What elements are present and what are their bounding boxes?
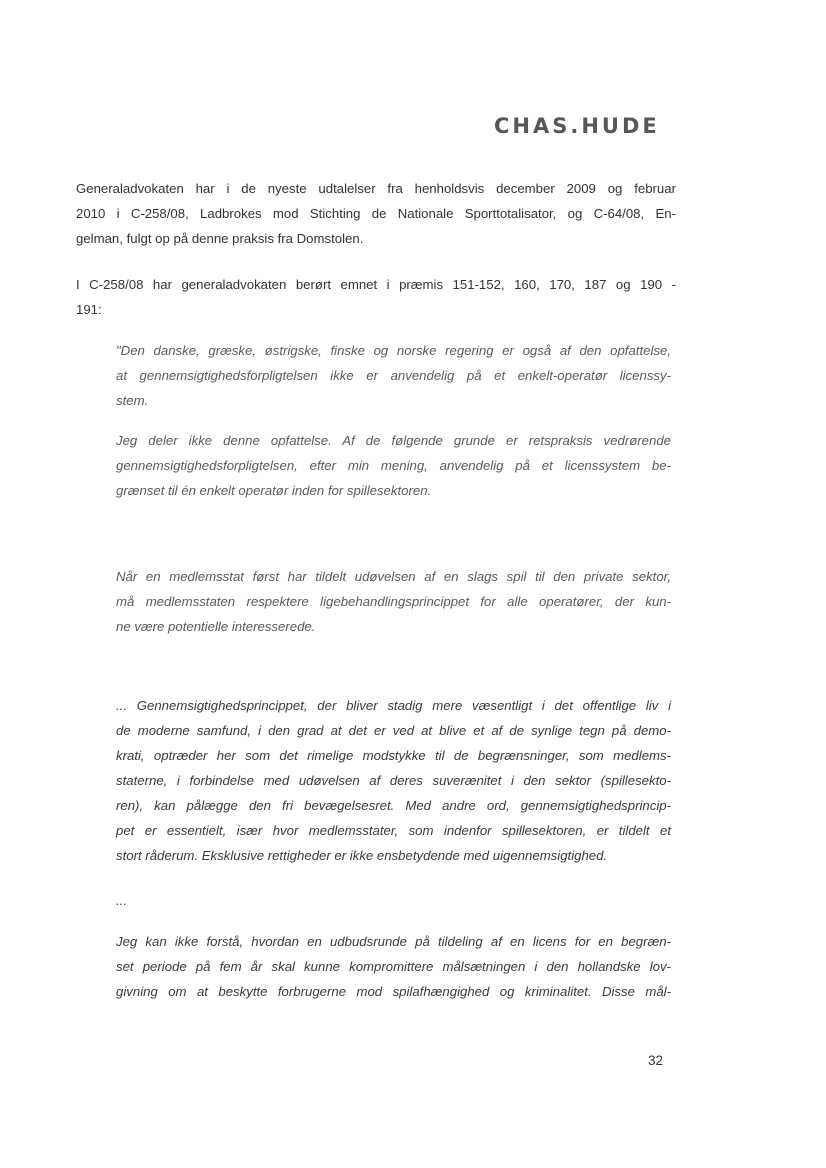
intro-line: gelman, fulgt op på denne praksis fra Domstolen. (76, 231, 364, 246)
quote-line: givning om at beskytte forbrugerne mod spilafhængighed og kriminalitet. Disse mål- (116, 984, 671, 999)
quote-line: krati, optræder her som det rimelige modstykke til de begrænsninger, som medlems- (116, 748, 671, 763)
quote-paragraph-3 (116, 564, 671, 639)
company-logo: CHAS.HUDE (494, 114, 660, 138)
quote-paragraph-4 (116, 693, 671, 868)
reference-line: I C-258/08 har generaladvokaten berørt emnet i præmis 151-152, 160, 170, 187 og 190 - (76, 277, 676, 292)
quote-line: at gennemsigtighedsforpligtelsen ikke er anvendelig på et enkelt-operatør licenssy- (116, 368, 671, 383)
page-number: 32 (648, 1053, 664, 1068)
intro-line: 2010 i C-258/08, Ladbrokes mod Stichting de Nationale Sporttotalisator, og C-64/08, En- (76, 206, 676, 221)
quote-line: gennemsigtighedsforpligtelsen, efter min mening, anvendelig på et licenssystem be- (116, 458, 671, 473)
quote-line: staterne, i forbindelse med udøvelsen af deres suverænitet i den sektor (spillesekto- (116, 773, 671, 788)
quote-line: set periode på fem år skal kunne kompromittere målsætningen i den hollandske lov- (116, 959, 671, 974)
quote-line: grænset til én enkelt operatør inden for spillesektoren. (116, 483, 432, 498)
quote-paragraph-1 (116, 338, 671, 413)
quote-line: Jeg kan ikke forstå, hvordan en udbudsrunde på tildeling af en licens for en begræn- (116, 934, 671, 949)
ellipsis-line: ... (116, 893, 127, 908)
quote-line: stort råderum. Eksklusive rettigheder er ikke ensbetydende med uigennemsigtighed. (116, 848, 608, 863)
quote-line: "Den danske, græske, østrigske, finske og norske regering er også af den opfattelse, (116, 343, 671, 358)
quote-line: må medlemsstaten respektere ligebehandlingsprincippet for alle operatører, der kun- (116, 594, 671, 609)
intro-paragraph (76, 176, 676, 251)
quote-line: de moderne samfund, i den grad at det er ved at blive et af de synlige tegn på demo- (116, 723, 671, 738)
intro-line: Generaladvokaten har i de nyeste udtalelser fra henholdsvis december 2009 og februar (76, 181, 676, 196)
quote-line: ne være potentielle interesserede. (116, 619, 316, 634)
quote-line: ... Gennemsigtighedsprincippet, der bliver stadig mere væsentligt i det offentlige liv i (116, 698, 671, 713)
quote-line: ren), kan pålægge den fri bevægelsesret. Med andre ord, gennemsigtighedsprincip- (116, 798, 671, 813)
quote-line: stem. (116, 393, 149, 408)
quote-line: Jeg deler ikke denne opfattelse. Af de følgende grunde er retspraksis vedrørende (116, 433, 671, 448)
reference-line: 191: (76, 302, 102, 317)
quote-line: pet er essentielt, især hvor medlemsstater, som indenfor spillesektoren, er tildelt et (116, 823, 671, 838)
reference-paragraph (76, 272, 676, 322)
quote-paragraph-2 (116, 428, 671, 503)
quote-line: Når en medlemsstat først har tildelt udøvelsen af en slags spil til den private sektor, (116, 569, 671, 584)
quote-paragraph-5 (116, 929, 671, 1004)
quote-ellipsis (116, 888, 671, 913)
